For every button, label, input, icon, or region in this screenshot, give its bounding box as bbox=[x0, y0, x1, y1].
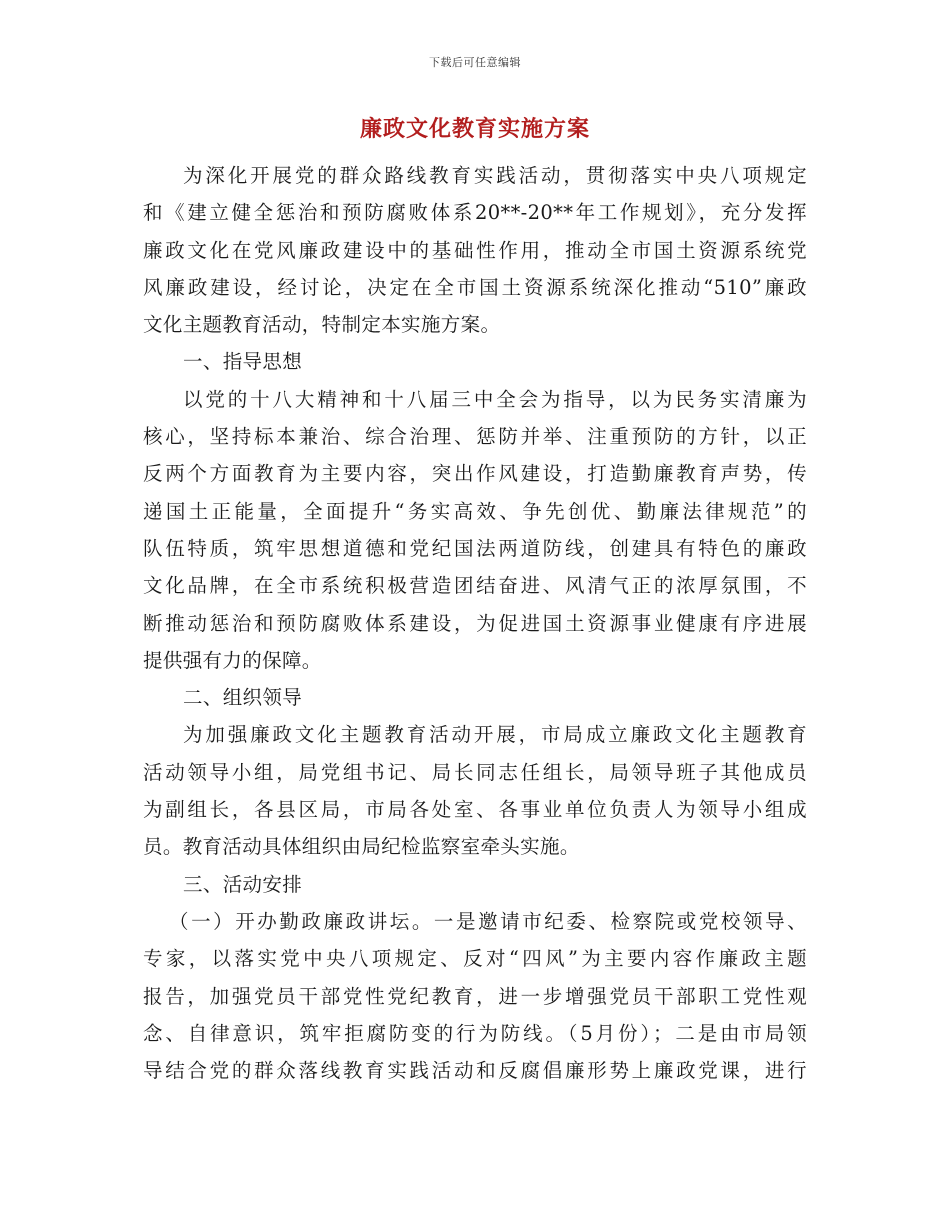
document-body bbox=[143, 157, 807, 1089]
paragraph-line: 文化品牌，在全市系统积极营造团结奋进、风清气正的浓厚氛围，不 bbox=[143, 574, 807, 598]
section-heading-organization: 二、组织领导 bbox=[183, 686, 303, 710]
document-title: 廉政文化教育实施方案 bbox=[359, 116, 590, 142]
paragraph-line: 断推动惩治和预防腐败体系建设，为促进国土资源事业健康有序进展 bbox=[143, 611, 807, 635]
paragraph-line: 员。教育活动具体组织由局纪检监察室牵头实施。 bbox=[143, 835, 580, 859]
paragraph-line: 活动领导小组，局党组书记、局长同志任组长，局领导班子其他成员 bbox=[143, 760, 807, 784]
paragraph-line: 文化主题教育活动，特制定本实施方案。 bbox=[143, 313, 501, 337]
paragraph-line: 念、自律意识，筑牢拒腐防变的行为防线。（5月份）；二是由市局领 bbox=[143, 1021, 807, 1045]
paragraph-line: （一）开办勤政廉政讲坛。一是邀请市纪委、检察院或党校领导、 bbox=[169, 909, 807, 933]
paragraph-line: 风廉政建设，经讨论，决定在全市国土资源系统深化推动“510”廉政 bbox=[143, 275, 807, 299]
paragraph-line: 专家，以落实党中央八项规定、反对“四风”为主要内容作廉政主题 bbox=[143, 947, 807, 971]
page-header-note: 下载后可任意编辑 bbox=[429, 56, 521, 69]
paragraph-line: 报告，加强党员干部党性党纪教育，进一步增强党员干部职工党性观 bbox=[143, 984, 807, 1008]
section-heading-guiding-thought: 一、指导思想 bbox=[183, 350, 303, 374]
paragraph-line: 提供强有力的保障。 bbox=[143, 648, 322, 672]
section-heading-activities: 三、活动安排 bbox=[183, 872, 303, 896]
paragraph-line: 核心，坚持标本兼治、综合治理、惩防并举、注重预防的方针，以正 bbox=[143, 425, 807, 449]
paragraph-line: 队伍特质，筑牢思想道德和党纪国法两道防线，创建具有特色的廉政 bbox=[143, 536, 807, 560]
paragraph-line: 以党的十八大精神和十八届三中全会为指导，以为民务实清廉为 bbox=[183, 387, 807, 411]
paragraph-line: 为加强廉政文化主题教育活动开展，市局成立廉政文化主题教育 bbox=[183, 723, 807, 747]
paragraph-line: 为深化开展党的群众路线教育实践活动，贯彻落实中央八项规定 bbox=[183, 164, 807, 187]
paragraph-line: 廉政文化在党风廉政建设中的基础性作用，推动全市国土资源系统党 bbox=[143, 238, 807, 262]
paragraph-line: 导结合党的群众落线教育实践活动和反腐倡廉形势上廉政党课，进行 bbox=[143, 1059, 807, 1083]
paragraph-line: 为副组长，各县区局，市局各处室、各事业单位负责人为领导小组成 bbox=[143, 798, 807, 822]
paragraph-line: 和《建立健全惩治和预防腐败体系20**-20**年工作规划》，充分发挥 bbox=[143, 201, 807, 225]
paragraph-line: 递国土正能量，全面提升“务实高效、争先创优、勤廉法律规范”的 bbox=[143, 499, 807, 523]
paragraph-line: 反两个方面教育为主要内容，突出作风建设，打造勤廉教育声势，传 bbox=[143, 462, 807, 486]
